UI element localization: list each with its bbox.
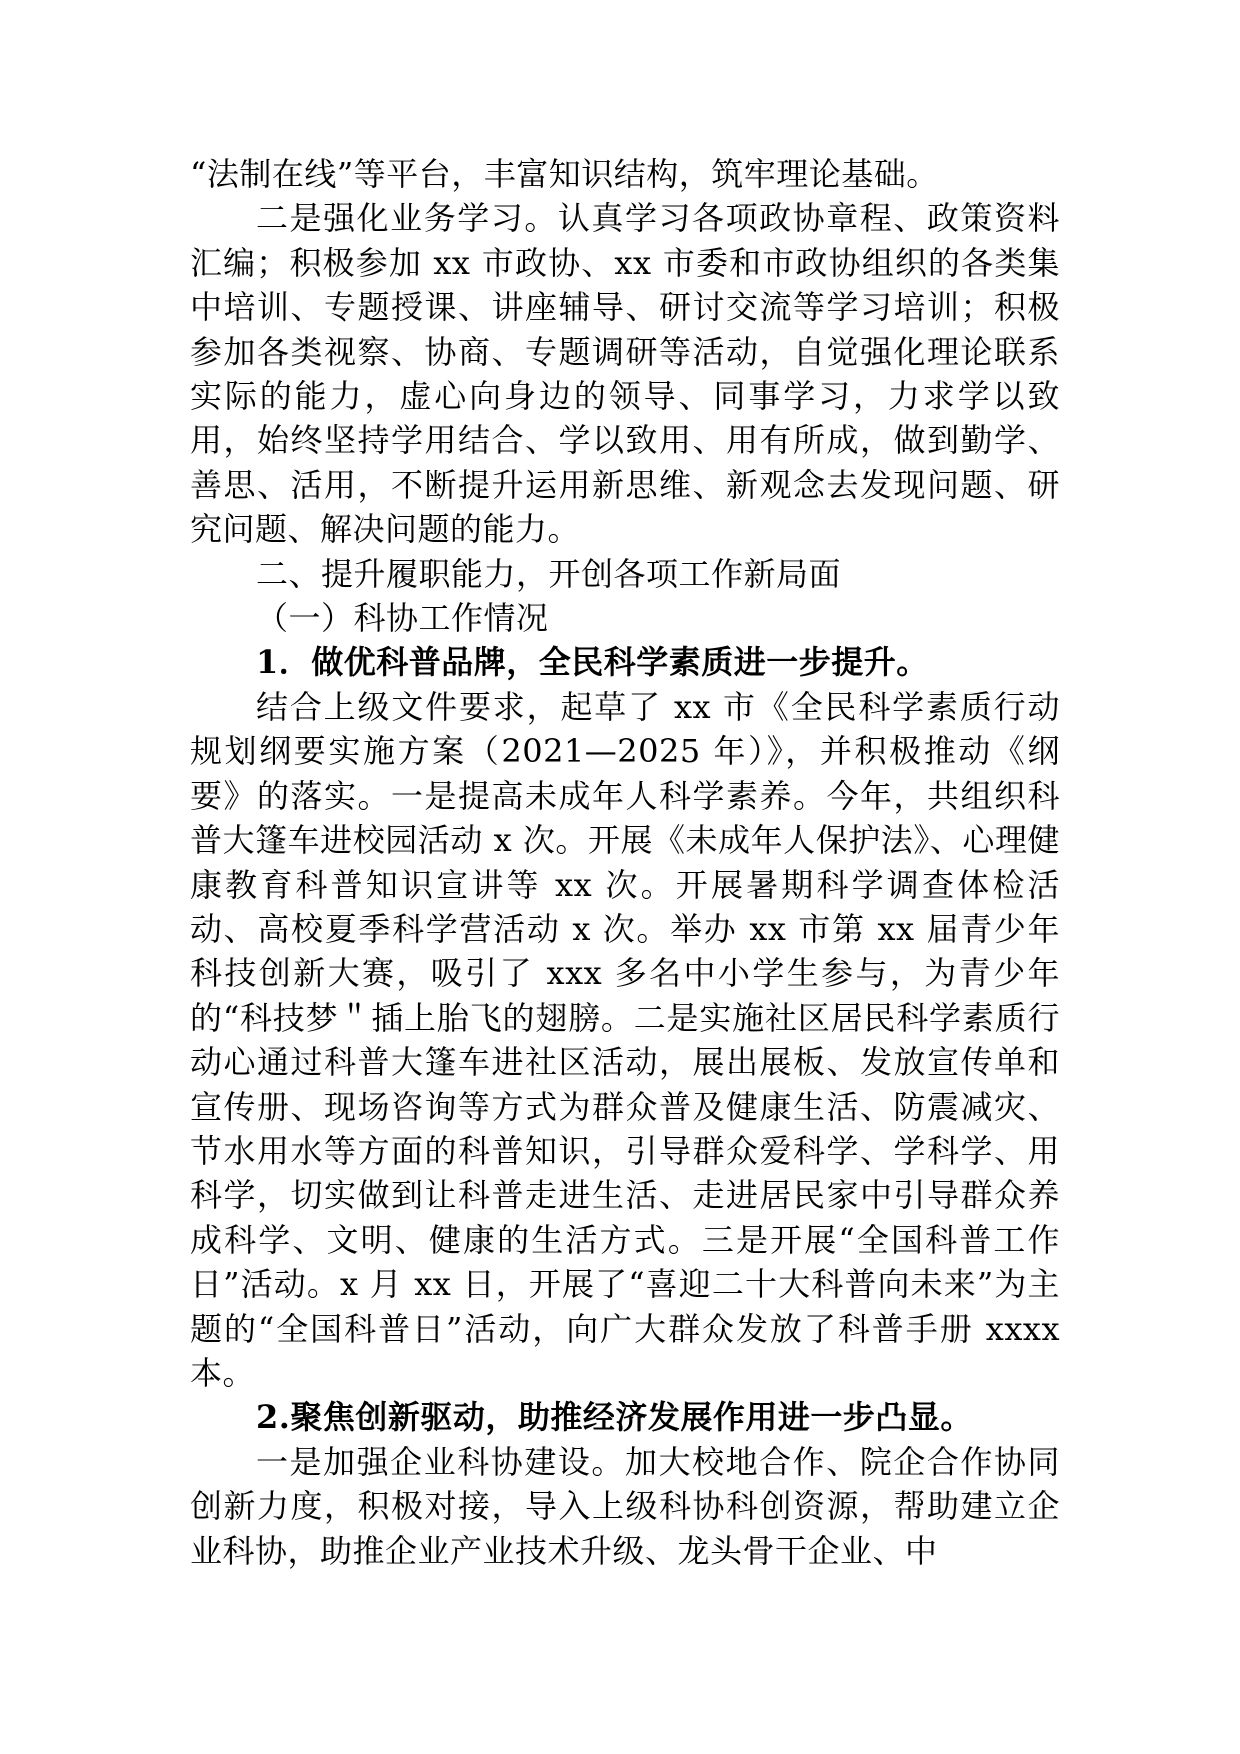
paragraph-enterprise-association: 一是加强企业科协建设。加大校地合作、院企合作协同创新力度，积极对接，导入上级科协科创资源，帮助建立企业科协，助推企业产业技术升级、龙头骨干企业、中	[190, 1442, 1060, 1570]
bold-heading-innovation: 2.聚焦创新驱动，助推经济发展作用进一步凸显。	[256, 1398, 973, 1437]
paragraph-science-literacy: 结合上级文件要求，起草了 xx 市《全民科学素质行动规划纲要实施方案（2021—2025 年）》，并积极推动《纲要》的落实。一是提高未成年人科学素养。今年，共组织科普大篷车进校园活动 x 次。开展《未成年人保护法》、心理健康教育科普知识宣讲等 xx 次。开展暑期科学调查体检活动、高校夏季科学营活动 x 次。举办 xx 市第 xx 届青少年科技创新大赛，吸引了 xxx 多名中小学生参与，为青少年的“科技梦＂插上胎飞的翅膀。二是实施社区居民科学素质行动心通过科普大篷车进社区活动，展出展板、发放宣传单和宣传册、现场咨询等方式为群众普及健康生活、防震减灾、节水用水等方面的科普知识，引导群众爱科学、学科学、用科学，切实做到让科普走进生活、走进居民家中引导群众养成科学、文明、健康的生活方式。三是开展“全国科普工作日”活动。x 月 xx 日，开展了“喜迎二十大科普向未来”为主题的“全国科普日”活动，向广大群众发放了科普手册 xxxx 本。	[190, 687, 1060, 1392]
document-body	[190, 152, 1060, 1573]
section-heading: 二、提升履职能力，开创各项工作新局面	[256, 554, 842, 593]
paragraph-continuation: “法制在线”等平台，丰富知识结构，筑牢理论基础。	[190, 155, 939, 193]
bold-heading-science-brand: 1．做优科普品牌，全民科学素质进一步提升。	[256, 643, 929, 682]
subsection-heading: （一）科协工作情况	[256, 599, 549, 638]
paragraph-business-study: 二是强化业务学习。认真学习各项政协章程、政策资料汇编；积极参加 xx 市政协、xx 市委和市政协组织的各类集中培训、专题授课、讲座辅导、研讨交流等学习培训；积极参加各类视察、协商、专题调研等活动，自觉强化理论联系实际的能力，虚心向身边的领导、同事学习，力求学以致用，始终坚持学用结合、学以致用、用有所成，做到勤学、善思、活用，不断提升运用新思维、新观念去发现问题、研究问题、解决问题的能力。	[190, 199, 1060, 549]
